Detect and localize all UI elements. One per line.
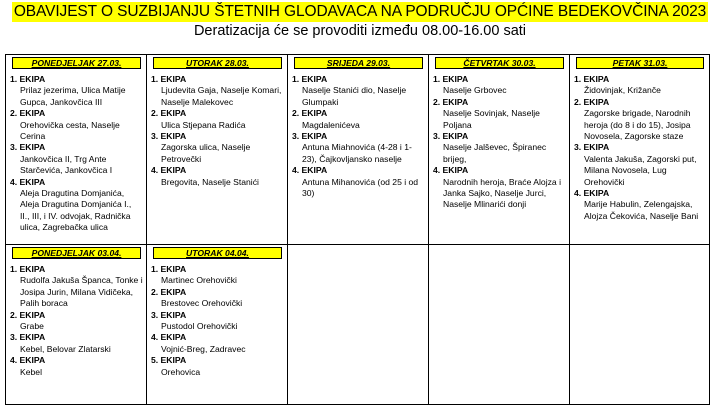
team-label: 1. EKIPA [292,74,328,84]
team-label: 4. EKIPA [10,355,46,366]
day-header: PONEDJELJAK 27.03. [12,57,141,69]
team-label: 3. EKIPA [10,332,46,343]
team-label: 1. EKIPA [151,264,187,274]
team-locations: Martinec Orehovički [161,275,237,286]
page-subtitle: Deratizacija će se provoditi između 08.00-16.00 sati [193,23,527,39]
team-label: 2. EKIPA [574,96,610,107]
team-label: 3. EKIPA [151,131,187,142]
team-locations: Antuna Mihanovića (od 25 i od 30) [302,176,419,199]
team-locations: Naselje Stanići dio, Naselje Glumpaki [302,85,407,107]
team-label: 4. EKIPA [151,165,187,176]
team-locations: Naselje Jalševec, Špiranec brijeg, [443,142,547,164]
team-locations: Jankovčica II, Trg Ante Starčevića, Jankovčica I [20,153,113,176]
day-cell [6,245,147,405]
team-label: 2. EKIPA [151,286,187,297]
day-cell [570,55,710,245]
team-locations: Orehovica [161,366,201,377]
team-locations: Bregovita, Naselje Stanići [161,176,259,187]
empty-cell [429,245,570,405]
team-locations: Vojnić-Breg, Zadravec [161,343,246,354]
day-header: UTORAK 28.03. [153,57,282,69]
day-cell [288,55,429,245]
team-locations: Valenta Jakuša, Zagorski put, Milana Novosela, Lug Orehovički [584,153,697,187]
title-row [0,2,720,22]
team-locations: Magdalenićeva [302,119,360,130]
team-locations: Prilaz jezerima, Ulica Matije Gupca, Jankovčica III [20,85,126,107]
day-cell [429,55,570,245]
day-header: SRIJEDA 29.03. [294,57,423,69]
team-locations: Grabe [20,321,44,332]
day-header: PONEDJELJAK 03.04. [12,247,141,259]
team-label: 3. EKIPA [574,142,610,153]
schedule-row-week2 [6,245,710,405]
team-locations: Aleja Dragutina Domjanića, Aleja Dragutina Domjanića I., II., III, i IV. odvojak, Radnička ulica, Zagrebačka ulica [20,188,132,233]
schedule-table [5,54,710,405]
day-cell [147,55,288,245]
team-label: 4. EKIPA [10,176,46,187]
team-label: 3. EKIPA [433,131,469,142]
team-label: 2. EKIPA [10,108,46,119]
team-label: 4. EKIPA [151,332,187,343]
team-label: 4. EKIPA [433,165,469,176]
team-locations: Narodnih heroja, Braće Alojza i Janka Sajko, Naselje Jurci, Naselje Mlinarići donji [443,176,561,210]
day-header: UTORAK 04.04. [153,247,282,259]
team-locations: Kebel [20,366,42,377]
team-locations: Židovinjak, Križanče [584,85,661,96]
day-header: ČETVRTAK 30.03. [435,57,564,69]
team-label: 5. EKIPA [151,355,187,366]
team-locations: Pustodol Orehovički [161,321,238,332]
team-label: 2. EKIPA [151,108,187,119]
page-title: OBAVIJEST O SUZBIJANJU ŠTETNIH GLODAVACA NA PODRUČJU OPĆINE BEDEKOVČINA 2023 [13,3,707,20]
team-label: 4. EKIPA [292,165,328,176]
empty-cell [288,245,429,405]
team-label: 3. EKIPA [151,309,187,320]
team-label: 1. EKIPA [10,264,46,274]
team-locations: Rudolfa Jakuša Španca, Tonke i Josipa Jurin, Milana Vidičeka, Palih boraca [20,275,143,309]
team-label: 1. EKIPA [151,74,187,84]
team-locations: Brestovec Orehovički [161,298,243,309]
team-locations: Ljudevita Gaja, Naselje Komari, Naselje Malekovec [161,85,282,107]
team-locations: Zagorske brigade, Narodnih heroja (do 8 i do 15), Josipa Novosela, Zagorske staze [584,108,691,142]
team-locations: Orehovička cesta, Naselje Cerina [20,119,120,142]
team-label: 3. EKIPA [292,131,328,142]
day-header: PETAK 31.03. [576,57,704,69]
team-label: 4. EKIPA [574,188,610,199]
team-locations: Ulica Stjepana Radića [161,119,246,130]
day-cell [6,55,147,245]
team-label: 3. EKIPA [10,142,46,153]
team-label: 2. EKIPA [10,309,46,320]
team-label: 1. EKIPA [10,74,46,84]
team-locations: Naselje Sovinjak, Naselje Poljana [443,108,540,130]
team-label: 2. EKIPA [433,96,469,107]
team-locations: Zagorska ulica, Naselje Petrovečki [161,142,251,164]
team-label: 2. EKIPA [292,108,328,119]
team-locations: Antuna Miahnovića (4-28 i 1-23), Čajkovljansko naselje [302,142,412,164]
team-locations: Marije Habulin, Zelengajska, Alojza Čekovića, Naselje Bani [584,199,699,221]
team-label: 1. EKIPA [574,74,610,84]
team-locations: Kebel, Belovar Zlatarski [20,343,111,354]
day-cell [147,245,288,405]
empty-cell [570,245,710,405]
team-label: 1. EKIPA [433,74,469,84]
team-locations: Naselje Grbovec [443,85,507,96]
schedule-row-week1 [6,55,710,245]
